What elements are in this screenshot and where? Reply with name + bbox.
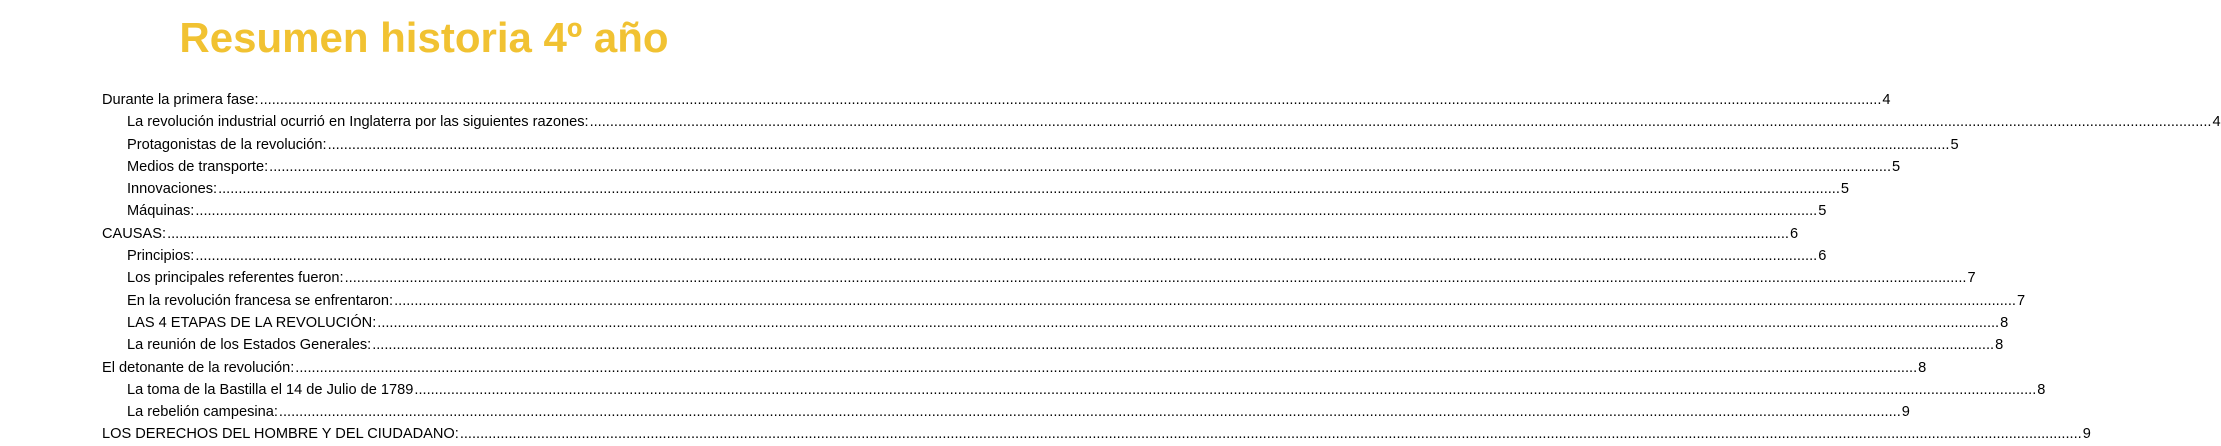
toc-entry[interactable] bbox=[102, 290, 2026, 312]
toc-entry-label: CAUSAS: bbox=[102, 225, 167, 242]
toc-entry-label: Máquinas: bbox=[127, 203, 195, 220]
toc-entry[interactable] bbox=[102, 111, 2221, 133]
toc-dot-leader: ................................................................................................................................................................................................................................................................................................................................................................................................................ bbox=[259, 92, 1882, 108]
toc-dot-leader: ................................................................................................................................................................................................................................................................................................................................................................................................................ bbox=[377, 314, 2000, 331]
toc-entry-label: La toma de la Bastilla el 14 de Julio de 1789 bbox=[127, 381, 414, 398]
toc-entry-label: Protagonistas de la revolución: bbox=[127, 136, 327, 153]
toc-dot-leader: ................................................................................................................................................................................................................................................................................................................................................................................................................ bbox=[414, 381, 2037, 398]
toc-entry-page-number: 6 bbox=[1789, 225, 1799, 242]
toc-dot-leader: ................................................................................................................................................................................................................................................................................................................................................................................................................ bbox=[459, 426, 2082, 443]
document-title: Resumen historia 4º año bbox=[179, 14, 669, 61]
toc-entry[interactable] bbox=[102, 223, 1799, 245]
toc-entry[interactable] bbox=[102, 334, 2004, 356]
toc-dot-leader: ................................................................................................................................................................................................................................................................................................................................................................................................................ bbox=[394, 292, 2016, 309]
toc-entry-label: La revolución industrial ocurrió en Inglaterra por las siguientes razones: bbox=[127, 114, 589, 131]
toc-entry-page-number: 4 bbox=[1882, 92, 1891, 108]
toc-entry-label: LAS 4 ETAPAS DE LA REVOLUCIÓN: bbox=[127, 314, 377, 331]
table-of-contents bbox=[102, 89, 2221, 446]
toc-entry-page-number: 8 bbox=[2000, 314, 2009, 331]
toc-entry-label: Innovaciones: bbox=[127, 181, 218, 198]
toc-entry-label: Durante la primera fase: bbox=[102, 92, 259, 108]
toc-dot-leader: ................................................................................................................................................................................................................................................................................................................................................................................................................ bbox=[589, 114, 2212, 131]
toc-entry-page-number: 4 bbox=[2212, 114, 2221, 131]
toc-entry-label: La reunión de los Estados Generales: bbox=[127, 337, 372, 354]
toc-dot-leader: ................................................................................................................................................................................................................................................................................................................................................................................................................ bbox=[327, 136, 1950, 153]
toc-dot-leader: ................................................................................................................................................................................................................................................................................................................................................................................................................ bbox=[295, 359, 1918, 376]
toc-dot-leader: ................................................................................................................................................................................................................................................................................................................................................................................................................ bbox=[195, 203, 1818, 220]
toc-entry-page-number: 6 bbox=[1818, 248, 1827, 265]
toc-entry[interactable] bbox=[102, 156, 1901, 178]
toc-dot-leader: ................................................................................................................................................................................................................................................................................................................................................................................................................ bbox=[269, 158, 1892, 175]
toc-entry[interactable] bbox=[102, 200, 1827, 222]
toc-entry[interactable] bbox=[102, 89, 1891, 111]
toc-entry-page-number: 5 bbox=[1950, 136, 1959, 153]
toc-entry-label: Principios: bbox=[127, 248, 195, 265]
toc-entry-label: La rebelión campesina: bbox=[127, 404, 278, 421]
toc-dot-leader: ................................................................................................................................................................................................................................................................................................................................................................................................................ bbox=[218, 181, 1840, 198]
toc-entry-page-number: 8 bbox=[2037, 381, 2046, 398]
toc-dot-leader: ................................................................................................................................................................................................................................................................................................................................................................................................................ bbox=[372, 337, 1995, 354]
toc-entry-page-number: 9 bbox=[1901, 404, 1910, 421]
toc-entry-page-number: 7 bbox=[2016, 292, 2026, 309]
toc-entry-page-number: 7 bbox=[1967, 270, 1976, 287]
toc-entry[interactable] bbox=[102, 379, 2046, 401]
toc-entry[interactable] bbox=[102, 312, 2009, 334]
toc-entry[interactable] bbox=[102, 178, 1850, 200]
toc-dot-leader: ................................................................................................................................................................................................................................................................................................................................................................................................................ bbox=[344, 270, 1967, 287]
toc-entry[interactable] bbox=[102, 134, 1959, 156]
toc-entry-label: En la revolución francesa se enfrentaron: bbox=[127, 292, 394, 309]
toc-entry[interactable] bbox=[102, 401, 1910, 423]
toc-entry-label: Los principales referentes fueron: bbox=[127, 270, 344, 287]
toc-dot-leader: ................................................................................................................................................................................................................................................................................................................................................................................................................ bbox=[278, 404, 1901, 421]
toc-entry[interactable] bbox=[102, 357, 1927, 379]
toc-entry-page-number: 5 bbox=[1840, 181, 1850, 198]
toc-entry[interactable] bbox=[102, 245, 1827, 267]
toc-entry-page-number: 5 bbox=[1818, 203, 1827, 220]
toc-dot-leader: ................................................................................................................................................................................................................................................................................................................................................................................................................ bbox=[195, 248, 1818, 265]
toc-entry-label: LOS DERECHOS DEL HOMBRE Y DEL CIUDADANO: bbox=[102, 426, 459, 443]
toc-entry-page-number: 8 bbox=[1918, 359, 1927, 376]
toc-entry[interactable] bbox=[102, 267, 1976, 289]
toc-entry-page-number: 8 bbox=[1995, 337, 2004, 354]
toc-dot-leader: ................................................................................................................................................................................................................................................................................................................................................................................................................ bbox=[167, 225, 1789, 242]
toc-entry-page-number: 9 bbox=[2082, 426, 2091, 443]
toc-entry[interactable] bbox=[102, 423, 2091, 445]
toc-entry-label: Medios de transporte: bbox=[127, 158, 269, 175]
toc-entry-page-number: 5 bbox=[1892, 158, 1901, 175]
toc-entry-label: El detonante de la revolución: bbox=[102, 359, 295, 376]
